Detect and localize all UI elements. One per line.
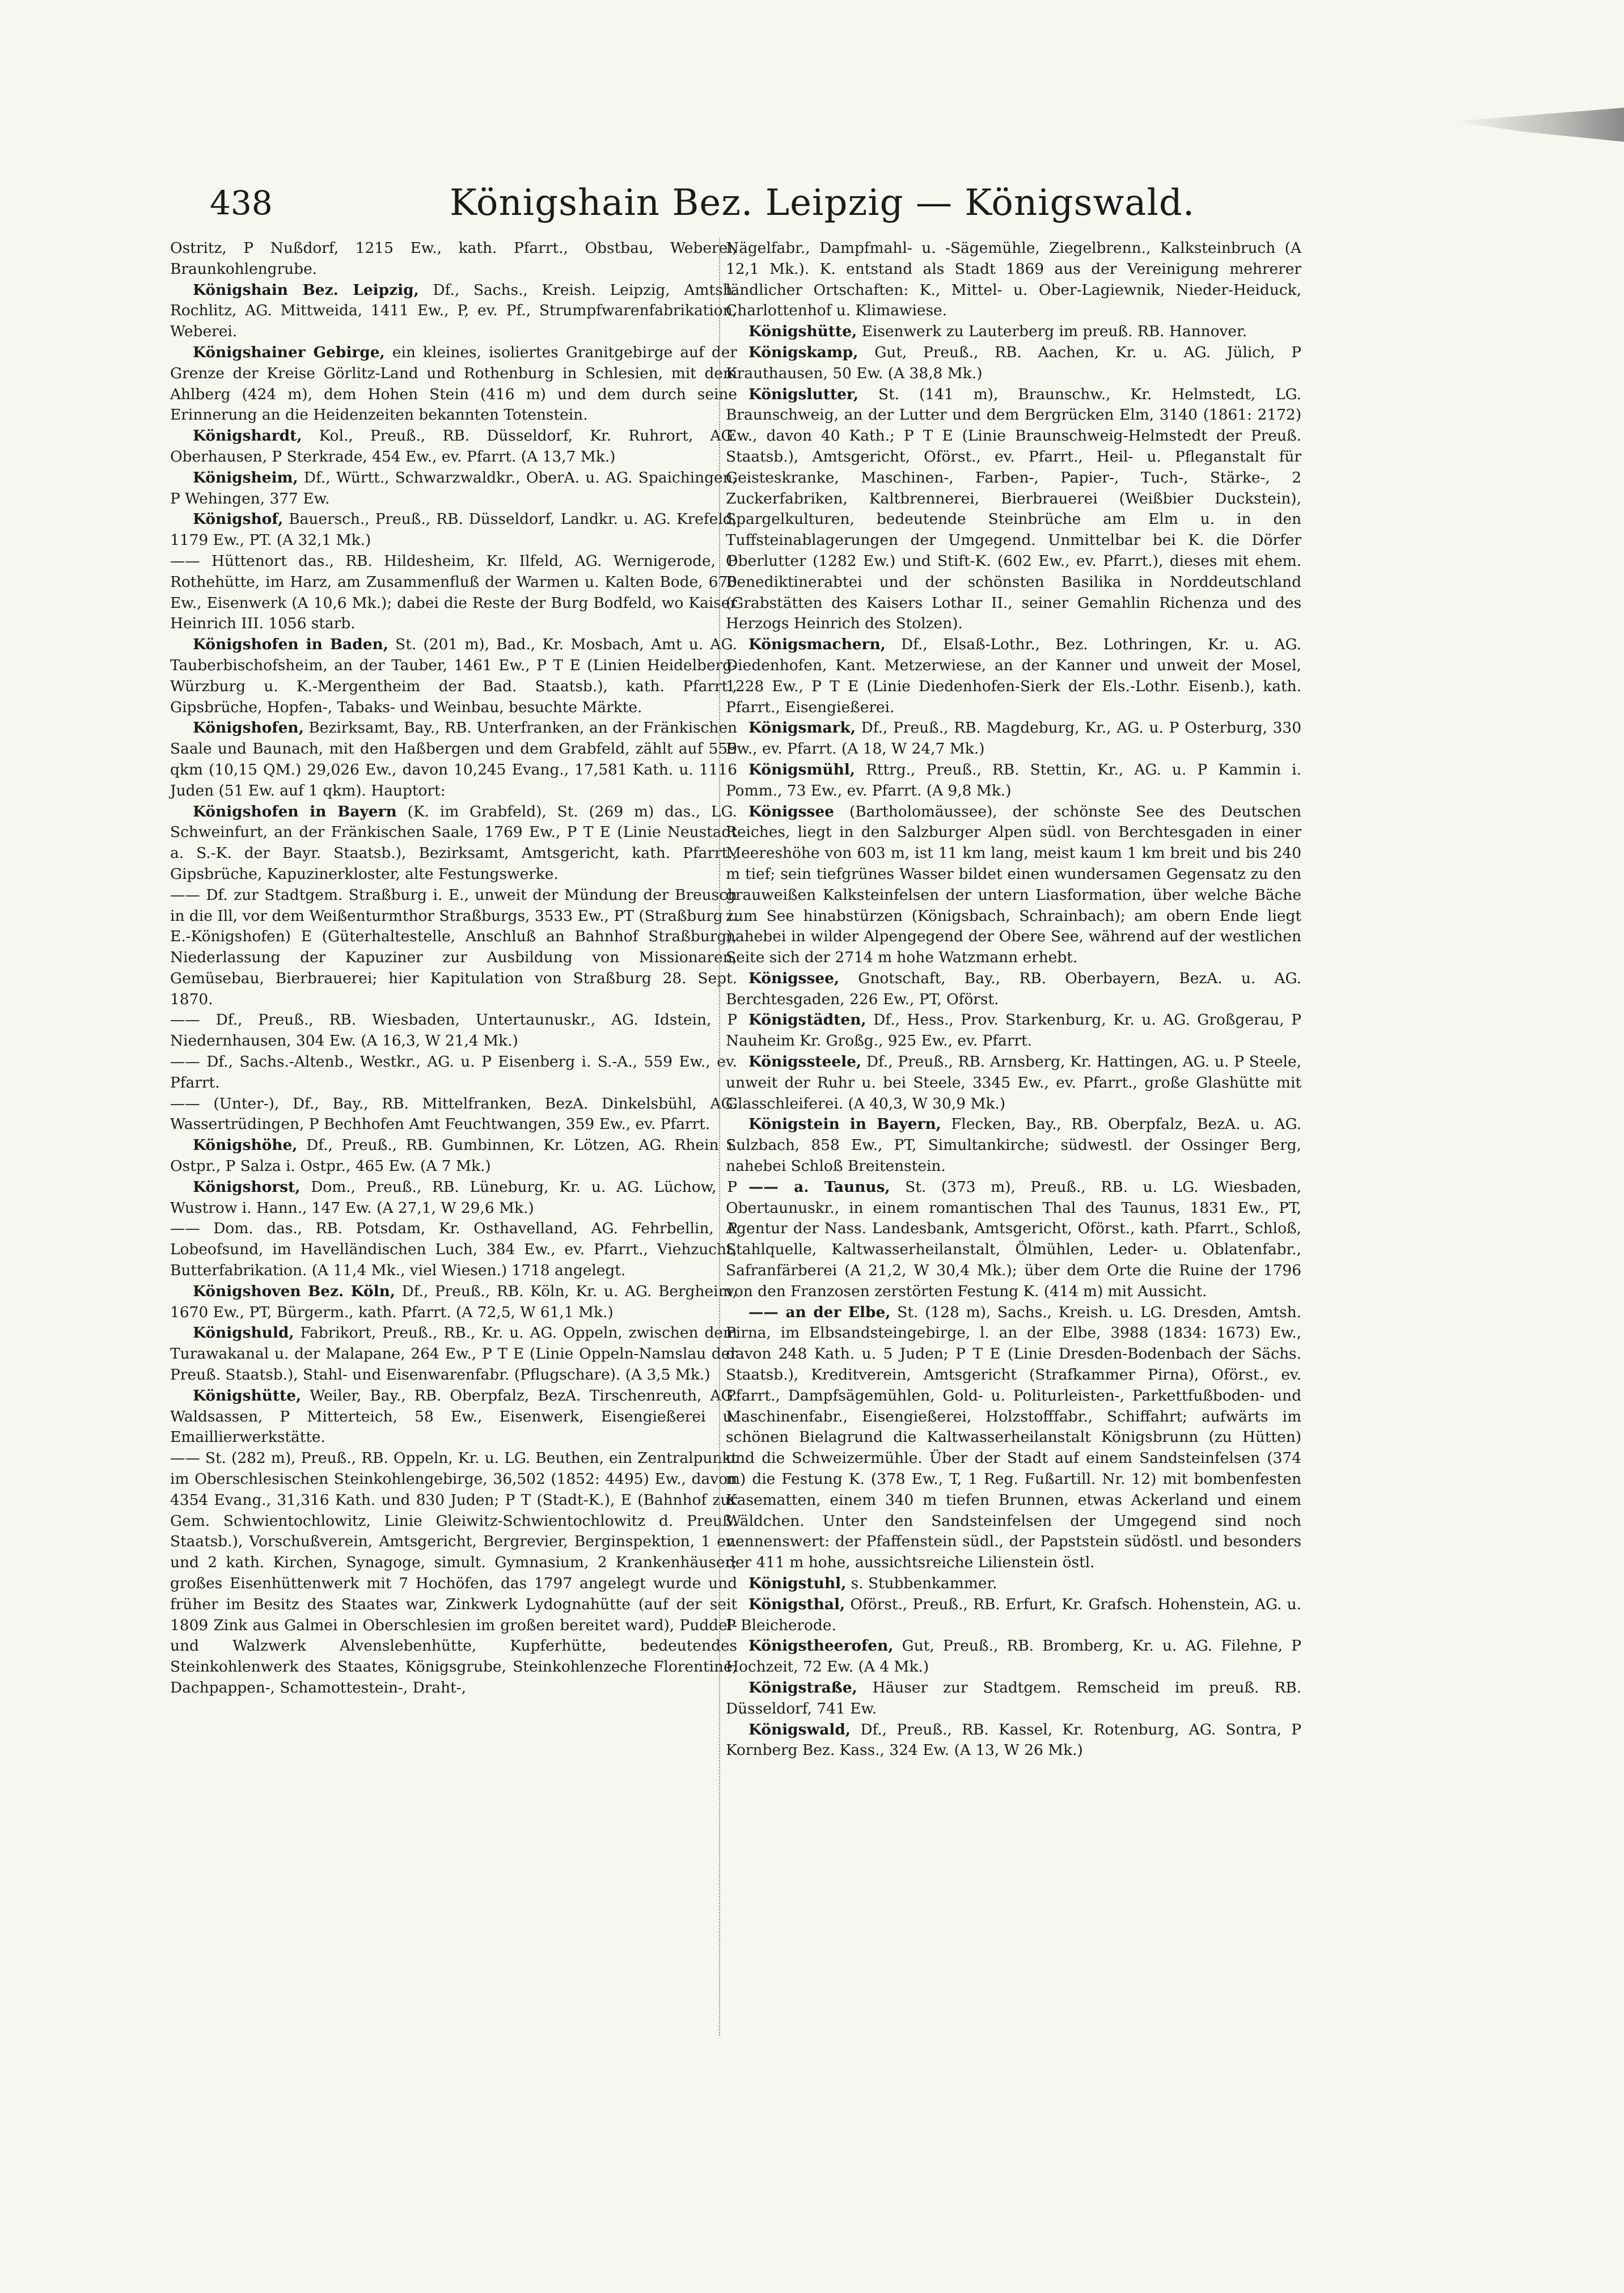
entry-headword: —— a. Taunus, [748, 1178, 890, 1196]
entry-text: Dom., Preuß., RB. Lüneburg, Kr. u. AG. Lüchow, P Wustrow i. Hann., 147 Ew. (A 27,1, W 29,6 Mk.) [170, 1178, 737, 1217]
entry-headword: Königstädten, [748, 1011, 866, 1029]
entry-headword: Königssteele, [748, 1053, 862, 1071]
entry-headword: Königsheim, [193, 468, 298, 486]
dictionary-entry [726, 1010, 1301, 1052]
entry-text: Fabrikort, Preuß., RB., Kr. u. AG. Oppeln, zwischen dem Turawakanal u. der Malapane, 264 Ew., P T E (Linie Oppeln-Namslau der Preuß. Staatsb.), Stahl- und Eisenwarenfabr. (Pflugschare). (A 3,5 Mk.) [170, 1324, 737, 1384]
entry-headword: Königshainer Gebirge, [193, 343, 385, 361]
entry-text: Df., Preuß., RB. Kassel, Kr. Rotenburg, AG. Sontra, P Kornberg Bez. Kass., 324 Ew. (A 13, W 26 Mk.) [726, 1720, 1301, 1759]
entry-headword: —— an der Elbe, [748, 1303, 891, 1321]
dictionary-entry [726, 718, 1301, 760]
dictionary-entry [170, 1135, 737, 1177]
entry-text: Gut, Preuß., RB. Aachen, Kr. u. AG. Jülich, P Krauthausen, 50 Ew. (A 38,8 Mk.) [726, 343, 1301, 382]
entry-text: Oförst., Preuß., RB. Erfurt, Kr. Grafsch. Hohenstein, AG. u. P Bleicherode. [726, 1595, 1301, 1634]
dictionary-entry [726, 634, 1301, 718]
entry-headword: Königshardt, [193, 427, 302, 445]
dictionary-entry [170, 1094, 737, 1136]
entry-text: Bauersch., Preuß., RB. Düsseldorf, Landkr. u. AG. Krefeld, 1179 Ew., PT. (A 32,1 Mk.) [170, 510, 737, 549]
entry-headword: Königshain Bez. Leipzig, [193, 281, 419, 299]
dictionary-entry [170, 718, 737, 801]
page-number: 438 [210, 184, 273, 222]
entry-text: Df., Württ., Schwarzwaldkr., OberA. u. AG. Spaichingen, P Wehingen, 377 Ew. [170, 468, 737, 507]
entry-text: —— Df., Preuß., RB. Wiesbaden, Untertaunuskr., AG. Idstein, P Niedernhausen, 304 Ew. (A 16,3, W 21,4 Mk.) [170, 1011, 737, 1050]
dictionary-entry [170, 1219, 737, 1281]
entry-headword: Königstuhl, [748, 1575, 847, 1592]
entry-text: (K. im Grabfeld), St. (269 m) das., LG. Schweinfurt, an der Fränkischen Saale, 1769 Ew., P T E (Linie Neustadt a. S.-K. der Bayr. Staatsb.), Bezirksamt, Amtsgericht, kath. Pfarrt., Gipsbrüche, Kapuzinerkloster, alte Festungswerke. [170, 802, 737, 883]
entry-text: Df., Preuß., RB. Gumbinnen, Kr. Lötzen, AG. Rhein i. Ostpr., P Salza i. Ostpr., 465 Ew. (A 7 Mk.) [170, 1136, 737, 1175]
entry-headword: Königshütte, [193, 1386, 302, 1404]
entry-headword: Königsmühl, [748, 760, 855, 779]
dictionary-entry [170, 551, 737, 634]
dictionary-entry [726, 1720, 1301, 1762]
entry-text: Df., Elsaß-Lothr., Bez. Lothringen, Kr. u. AG. Diedenhofen, Kant. Metzerwiese, an der Kanner und unweit der Mosel, 1228 Ew., P T E (Linie Diedenhofen-Sierk der Els.-Lothr. Eisenb.), kath. Pfarrt., Eisengießerei. [726, 636, 1301, 716]
entry-text: St. (373 m), Preuß., RB. u. LG. Wiesbaden, Obertaunuskr., in einem romantischen Thal des Taunus, 1831 Ew., PT, Agentur der Nass. Landesbank, Amtsgericht, Oförst., kath. Pfarrt., Schloß, Stahlquelle, Kaltwasserheilanstalt, Ölmühlen, Leder- u. Oblatenfabr., Safranfärberei (A 21,2, W 30,4 Mk.); über dem Orte die Ruine der 1796 von den Franzosen zerstörten Festung K. (414 m) mit Aussicht. [726, 1178, 1302, 1300]
dictionary-entry [726, 1594, 1301, 1636]
entry-text: —— (Unter-), Df., Bay., RB. Mittelfranken, BezA. Dinkelsbühl, AG. Wassertrüdingen, P Bechhofen Amt Feuchtwangen, 359 Ew., ev. Pfarrt. [170, 1094, 737, 1133]
entry-text: —— Dom. das., RB. Potsdam, Kr. Osthavelland, AG. Fehrbellin, P Lobeofsund, im Havelländischen Luch, 384 Ew., ev. Pfarrt., Viehzucht, Butterfabrikation. (A 11,4 Mk., viel Wiesen.) 1718 angelegt. [170, 1220, 737, 1280]
dictionary-entry [726, 760, 1301, 802]
entry-headword: Königsmachern, [748, 636, 886, 654]
entry-text: Kol., Preuß., RB. Düsseldorf, Kr. Ruhrort, AG. Oberhausen, P Sterkrade, 454 Ew., ev. Pfarrt. (A 13,7 Mk.) [170, 427, 738, 466]
entry-text: Bezirksamt, Bay., RB. Unterfranken, an der Fränkischen Saale und Baunach, mit den Haßbergen und dem Grabfeld, zählt auf 559 qkm (10,15 QM.) 29,026 Ew., davon 10,245 Evang., 17,581 Kath. u. 1116 Juden (51 Ew. auf 1 qkm). Hauptort: [170, 719, 737, 799]
dictionary-entry [170, 1386, 737, 1448]
dictionary-entry [170, 426, 737, 468]
dictionary-entry [170, 238, 737, 280]
dictionary-entry [726, 1302, 1301, 1573]
entry-headword: Königshof, [193, 510, 284, 528]
dictionary-entry [726, 802, 1301, 968]
entry-headword: Königstheerofen, [748, 1637, 894, 1655]
dictionary-entry [170, 280, 737, 342]
entry-text: Df., Preuß., RB. Köln, Kr. u. AG. Bergheim, 1670 Ew., PT, Bürgerm., kath. Pfarrt. (A 72,5, W 61,1 Mk.) [170, 1282, 737, 1321]
entry-headword: Königstraße, [748, 1678, 857, 1697]
entry-text: St. (128 m), Sachs., Kreish. u. LG. Dresden, Amtsh. Pirna, im Elbsandsteingebirge, l. an der Elbe, 3988 (1834: 1673) Ew., davon 248 Kath. u. 5 Juden; P T E (Linie Dresden-Bodenbach der Sächs. Staatsb.), Kreditverein, Amtsgericht (Strafkammer Pirna), Oförst., ev. Pfarrt., Dampfsägemühlen, Gold- u. Politurleisten-, Parkettfußboden- und Maschinenfabr., Eisengießerei, Holzstofffabr., Schiffahrt; aufwärts im schönen Bielagrund die Kaltwasserheilanstalt Königsbrunn (zu Hütten) und die Schweizermühle. Über der Stadt auf einem Sandsteinfelsen (374 m) die Festung K. (378 Ew., T, 1 Reg. Fußartill. Nr. 12) mit bombenfesten Kasematten, einem 340 m tiefen Brunnen, etwas Ackerland und einem Wäldchen. Unter den Sandsteinfelsen der Umgegend sind noch nennenswert: der Pfaffenstein südl., der Papststein südöstl. und besonders der 411 m hohe, aussichtsreiche Lilienstein östl. [726, 1303, 1302, 1572]
dictionary-entry [726, 238, 1301, 321]
entry-text: Eisenwerk zu Lauterberg im preuß. RB. Hannover. [861, 323, 1247, 341]
dictionary-entry [726, 1114, 1301, 1177]
entry-text: Df., Hess., Prov. Starkenburg, Kr. u. AG. Großgerau, P Nauheim Kr. Großg., 925 Ew., ev. Pfarrt. [726, 1011, 1301, 1050]
entry-text: (Bartholomäussee), der schönste See des Deutschen Reiches, liegt in den Salzburger Alpen südl. von Berchtesgaden in einer Meereshöhe von 603 m, ist 11 km lang, meist kaum 1 km breit und bis 240 m tief; sein tiefgrünes Wasser bildet einen wundersamen Gegensatz zu den grauweißen Kalksteinfelsen der untern Liasformation, über welche Bäche zum See hinabstürzen (Königsbach, Schrainbach); am obern Ende liegt nahebei in wilder Alpengegend der Obere See, während auf der westlichen Seite sich der 2714 m hohe Watzmann erhebt. [726, 802, 1302, 967]
dictionary-entry [170, 1177, 737, 1219]
entry-text: Rttrg., Preuß., RB. Stettin, Kr., AG. u. P Kammin i. Pomm., 73 Ew., ev. Pfarrt. (A 9,8 Mk.) [726, 760, 1301, 799]
dictionary-entry [170, 1010, 737, 1052]
dictionary-entry [170, 1281, 737, 1323]
entry-text: Ostritz, P Nußdorf, 1215 Ew., kath. Pfarrt., Obstbau, Weberei, Braunkohlengrube. [170, 239, 737, 278]
entry-headword: Königshöhe, [193, 1136, 298, 1154]
entry-headword: Königshorst, [193, 1178, 301, 1196]
dictionary-entry [170, 1323, 737, 1385]
entry-headword: Königshütte, [748, 323, 857, 341]
scan-edge-artifact [1454, 108, 1624, 142]
entry-headword: Königsmark, [748, 719, 856, 737]
right-column [726, 238, 1301, 1761]
dictionary-entry [726, 1636, 1301, 1678]
page-header [210, 180, 1435, 231]
entry-text: Df., Preuß., RB. Magdeburg, Kr., AG. u. P Osterburg, 330 Ew., ev. Pfarrt. (A 18, W 24,7 Mk.) [726, 719, 1302, 758]
entry-text: Df., Sachs., Kreish. Leipzig, Amtsh. Rochlitz, AG. Mittweida, 1411 Ew., P, ev. Pf., Strumpfwarenfabrikation, Weberei. [170, 281, 738, 341]
entry-text: Nägelfabr., Dampfmahl- u. -Sägemühle, Ziegelbrenn., Kalksteinbruch (A 12,1 Mk.). K. entstand als Stadt 1869 aus der Vereinigung mehrerer ländlicher Ortschaften: K., Mittel- u. Ober-Lagiewnik, Nieder-Heiduck, Charlottenhof u. Klimawiese. [726, 239, 1301, 320]
dictionary-entry [170, 1052, 737, 1094]
entry-headword: Königshoven Bez. Köln, [193, 1282, 395, 1300]
entry-headword: Königsthal, [748, 1595, 845, 1613]
entry-text: Flecken, Bay., RB. Oberpfalz, BezA. u. AG. Sulzbach, 858 Ew., PT, Simultankirche; südwestl. der Ossinger Berg, nahebei Schloß Breitenstein. [726, 1115, 1301, 1175]
entry-headword: Königswald, [748, 1720, 851, 1738]
dictionary-entry [170, 802, 737, 885]
entry-headword: Königskamp, [748, 343, 858, 361]
dictionary-entry [170, 1448, 737, 1699]
dictionary-entry [170, 468, 737, 510]
dictionary-entry [170, 509, 737, 551]
entry-text: Gut, Preuß., RB. Bromberg, Kr. u. AG. Filehne, P Hochzeit, 72 Ew. (A 4 Mk.) [726, 1637, 1302, 1676]
dictionary-entry [726, 968, 1301, 1010]
entry-headword: Königstein in Bayern, [748, 1115, 941, 1133]
entry-text: s. Stubbenkammer. [851, 1575, 997, 1592]
entry-text: Weiler, Bay., RB. Oberpfalz, BezA. Tirschenreuth, AG. Waldsassen, P Mitterteich, 58 Ew., Eisenwerk, Eisengießerei u. Emaillierwerkstätte. [170, 1386, 737, 1446]
column-divider [719, 238, 720, 2036]
dictionary-entry [726, 321, 1301, 342]
entry-text: —— Hüttenort das., RB. Hildesheim, Kr. Ilfeld, AG. Wernigerode, P Rothehütte, im Harz, am Zusammenfluß der Warmen u. Kalten Bode, 670 Ew., Eisenwerk (A 10,6 Mk.); dabei die Reste der Burg Bodfeld, wo Kaiser Heinrich III. 1056 starb. [170, 552, 737, 633]
entry-text: —— St. (282 m), Preuß., RB. Oppeln, Kr. u. LG. Beuthen, ein Zentralpunkt im Oberschlesischen Steinkohlengebirge, 36,502 (1852: 4495) Ew., davon 4354 Evang., 31,316 Kath. und 830 Juden; P T (Stadt-K.), E (Bahnhof zur Gem. Schwientochlowitz, Linie Gleiwitz-Schwientochlowitz d. Preuß. Staatsb.), Vorschußverein, Amtsgericht, Bergrevier, Berginspektion, 1 ev. und 2 kath. Kirchen, Synagoge, simult. Gymnasium, 2 Krankenhäuser; großes Eisenhüttenwerk mit 7 Hochöfen, das 1797 angelegt wurde und früher im Besitz des Staates war, Zinkwerk Lydognahütte (auf der seit 1809 Zink aus Galmei in Oberschlesien im großen bereitet ward), Puddel- und Walzwerk Alvenslebenhütte, Kupferhütte, bedeutendes Steinkohlenwerk des Staates, Königsgrube, Steinkohlenzeche Florentine, Dachpappen-, Schamottestein-, Draht-, [170, 1449, 737, 1697]
entry-text: —— Df. zur Stadtgem. Straßburg i. E., unweit der Mündung der Breusch in die Ill, vor dem Weißenturmthor Straßburgs, 3533 Ew., PT (Straßburg i. E.-Königshofen) E (Güterhaltestelle, Anschluß an Bahnhof Straßburg), Niederlassung der Kapuziner zur Ausbildung von Missionaren, Gemüsebau, Bierbrauerei; hier Kapitulation von Straßburg 28. Sept. 1870. [170, 886, 737, 1008]
dictionary-entry [726, 1678, 1301, 1720]
dictionary-entry [170, 342, 737, 426]
entry-headword: Königshofen in Baden, [193, 636, 388, 654]
entry-text: —— Df., Sachs.-Altenb., Westkr., AG. u. P Eisenberg i. S.-A., 559 Ew., ev. Pfarrt. [170, 1053, 737, 1091]
entry-headword: Königshuld, [193, 1324, 294, 1342]
dictionary-entry [726, 1573, 1301, 1594]
dictionary-entry [726, 384, 1301, 635]
entry-text: Gnotschaft, Bay., RB. Oberbayern, BezA. u. AG. Berchtesgaden, 226 Ew., PT, Oförst. [726, 969, 1302, 1008]
entry-text: St. (141 m), Braunschw., Kr. Helmstedt, LG. Braunschweig, an der Lutter und dem Bergrücken Elm, 3140 (1861: 2172) Ew., davon 40 Kath.; P T E (Linie Braunschweig-Helmstedt der Preuß. Staatsb.), Amtsgericht, Oförst., ev. Pfarrt., Heil- u. Pfleganstalt für Geisteskranke, Maschinen-, Farben-, Papier-, Tuch-, Stärke-, 2 Zuckerfabriken, Kaltbrennerei, Bierbrauerei (Weißbier Duckstein), Spargelkulturen, bedeutende Steinbrüche am Elm u. in den Tuffsteinablagerungen der Umgegend. Unmittelbar bei K. die Dörfer Oberlutter (1282 Ew.) und Stift-K. (602 Ew., ev. Pfarrt.), dieses mit ehem. Benediktinerabtei und der schönsten Basilika in Norddeutschland (Grabstätten des Kaisers Lothar II., seiner Gemahlin Richenza und des Herzogs Heinrich des Stolzen). [726, 385, 1302, 633]
entry-text: Df., Preuß., RB. Arnsberg, Kr. Hattingen, AG. u. P Steele, unweit der Ruhr u. bei Steele, 3345 Ew., ev. Pfarrt., große Glashütte mit Glasschleiferei. (A 40,3, W 30,9 Mk.) [726, 1053, 1301, 1112]
dictionary-entry [726, 1052, 1301, 1114]
entry-headword: Königssee [748, 802, 834, 820]
left-column [170, 238, 737, 1699]
entry-text: ein kleines, isoliertes Granitgebirge auf der Grenze der Kreise Görlitz-Land und Rothenburg in Schlesien, mit dem Ahlberg (424 m), dem Hohen Stein (416 m) und dem durch seine Erinnerung an die Heidenzeiten bekannten Totenstein. [170, 343, 738, 424]
page-title: Königshain Bez. Leipzig — Königswald. [449, 182, 1195, 224]
dictionary-entry [170, 885, 737, 1010]
entry-text: St. (201 m), Bad., Kr. Mosbach, Amt u. AG. Tauberbischofsheim, an der Tauber, 1461 Ew., P T E (Linien Heidelberg-Würzburg u. K.-Mergentheim der Bad. Staatsb.), kath. Pfarrt., Gipsbrüche, Hopfen-, Tabaks- und Weinbau, besuchte Märkte. [170, 636, 737, 716]
entry-headword: Königshofen in Bayern [193, 802, 397, 820]
dictionary-entry [726, 1177, 1301, 1302]
dictionary-entry [170, 634, 737, 718]
entry-headword: Königslutter, [748, 385, 859, 403]
entry-headword: Königshofen, [193, 719, 304, 737]
entry-headword: Königssee, [748, 969, 840, 987]
dictionary-entry [726, 342, 1301, 384]
entry-text: Häuser zur Stadtgem. Remscheid im preuß. RB. Düsseldorf, 741 Ew. [726, 1678, 1302, 1717]
